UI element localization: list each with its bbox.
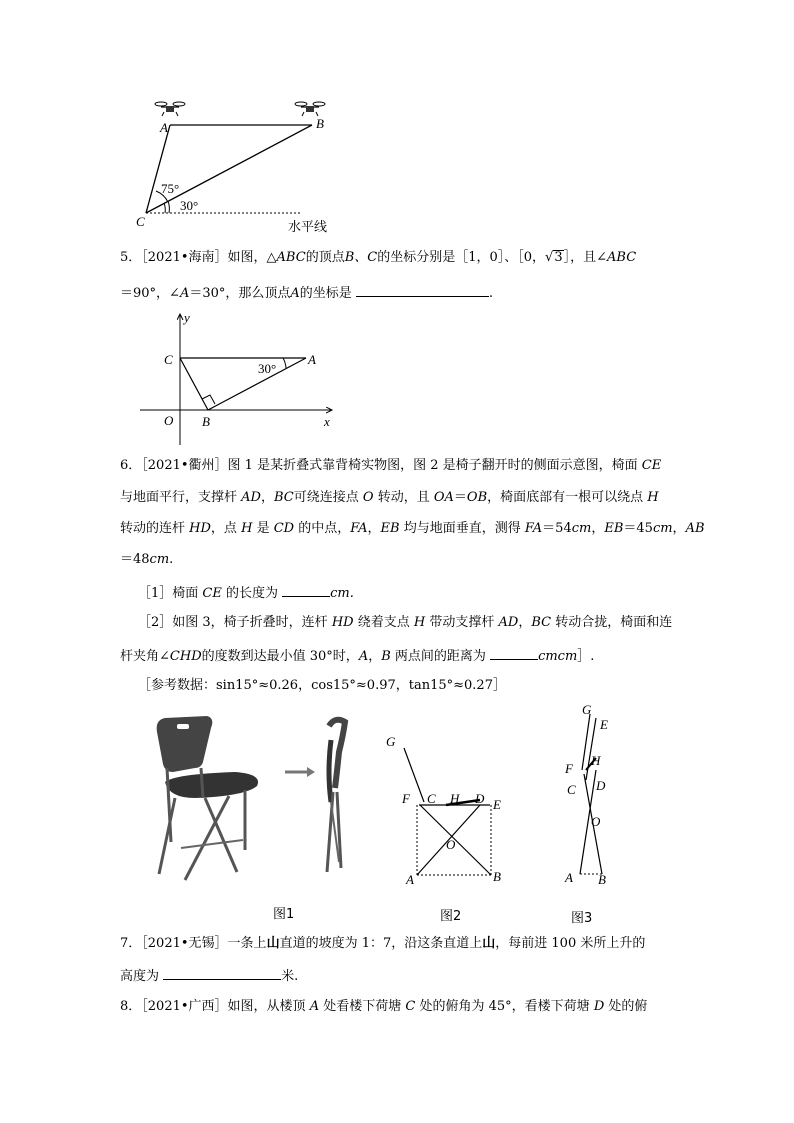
figure-2-diagram [380, 730, 520, 890]
q5-line2: ＝90°，∠A＝30°，那么顶点A的坐标是 . [120, 283, 493, 303]
label-g: G [582, 702, 592, 717]
q7-answer-blank[interactable] [163, 966, 281, 980]
angle-30: 30° [258, 361, 277, 376]
label-d: D [475, 791, 485, 806]
chair-icon [157, 716, 258, 880]
label-e: E [493, 797, 501, 812]
q7-line2: 高度为 米. [120, 966, 298, 986]
label-h: H [450, 791, 460, 806]
figure-3-diagram [560, 700, 630, 890]
axis-y-label: y [184, 310, 190, 325]
label-b: B [493, 869, 501, 884]
label-a: A [308, 352, 316, 367]
folded-chair-icon [327, 720, 345, 872]
q6-sub2-line2: 杆夹角∠CHD的度数到达最小值 30°时，A，B 两点间的距离为 cmcm］. [120, 646, 594, 666]
q6-sub1-answer-blank[interactable] [282, 583, 330, 597]
label-b: B [598, 872, 606, 887]
q7-line1: 7．［2021•无锡］一条上山直道的坡度为 1：7，沿这条直道上山，每前进 100 米所上升的 [120, 936, 646, 951]
label-c: C [164, 352, 173, 367]
angle-30: 30° [180, 198, 199, 213]
axis-x-label: x [324, 414, 330, 429]
q5-source: ［2021•海南］ [141, 250, 228, 265]
label-c: C [136, 214, 145, 229]
label-g: G [386, 734, 396, 749]
q6-line2: 与地面平行，支撑杆 AD，BC可绕连接点 O 转动，且 OA＝OB，椅面底部有一根可以绕点 H [120, 490, 659, 505]
label-f: F [402, 791, 410, 806]
label-c: C [567, 782, 576, 797]
figure-q5-coordinate [140, 310, 340, 450]
q6-reference-data: ［参考数据：sin15°≈0.26，cos15°≈0.97，tan15°≈0.27］ [138, 678, 506, 693]
label-d: D [596, 778, 606, 793]
caption-fig1: 图1 [273, 907, 295, 922]
sqrt-three: 3 [554, 250, 563, 265]
q6-sub1: ［1］椅面 CE 的长度为 cm. [138, 583, 354, 603]
label-a: A [565, 870, 573, 885]
label-e: E [600, 717, 608, 732]
label-o: O [164, 413, 174, 428]
label-o: O [591, 814, 601, 829]
label-o: O [446, 837, 456, 852]
label-c: C [427, 791, 436, 806]
label-h: H [591, 753, 601, 768]
q5-line1: 5．［2021•海南］如图，△ABC的顶点B、C的坐标分别是［1，0］、［0，√3］，且∠ABC [120, 250, 637, 265]
drone-icon [155, 102, 185, 116]
label-b: B [202, 414, 210, 429]
q5-number: 5． [120, 250, 142, 265]
q6-sub2: ［2］如图 3，椅子折叠时，连杆 HD 绕着支点 H 带动支撑杆 AD，BC 转动合拢，椅面和连 [138, 615, 673, 630]
drone-icon [295, 102, 325, 116]
label-b: B [316, 116, 324, 131]
q8-line1: 8．［2021•广西］如图，从楼顶 A 处看楼下荷塘 C 处的俯角为 45°，看楼下荷塘 D 处的俯 [120, 999, 648, 1014]
label-a: A [406, 872, 414, 887]
q6-line4: ＝48cm. [120, 552, 174, 567]
q5-answer-blank[interactable] [356, 283, 489, 297]
q6-sub2-answer-blank[interactable] [490, 646, 538, 660]
label-f: F [565, 761, 573, 776]
q6-line1: 6．［2021•衢州］图 1 是某折叠式靠背椅实物图，图 2 是椅子翻开时的侧面示意图，椅面 CE [120, 458, 662, 473]
q6-line3: 转动的连杆 HD，点 H 是 CD 的中点，FA，EB 均与地面垂直，测得 FA＝54cm，EB＝45cm，AB [120, 521, 705, 536]
horizontal-line-label: 水平线 [288, 220, 328, 235]
caption-fig2: 图2 [440, 909, 462, 924]
angle-75: 75° [161, 181, 180, 196]
figure-chair-photo [145, 712, 365, 892]
caption-fig3: 图3 [571, 911, 593, 926]
label-a: A [160, 120, 168, 135]
